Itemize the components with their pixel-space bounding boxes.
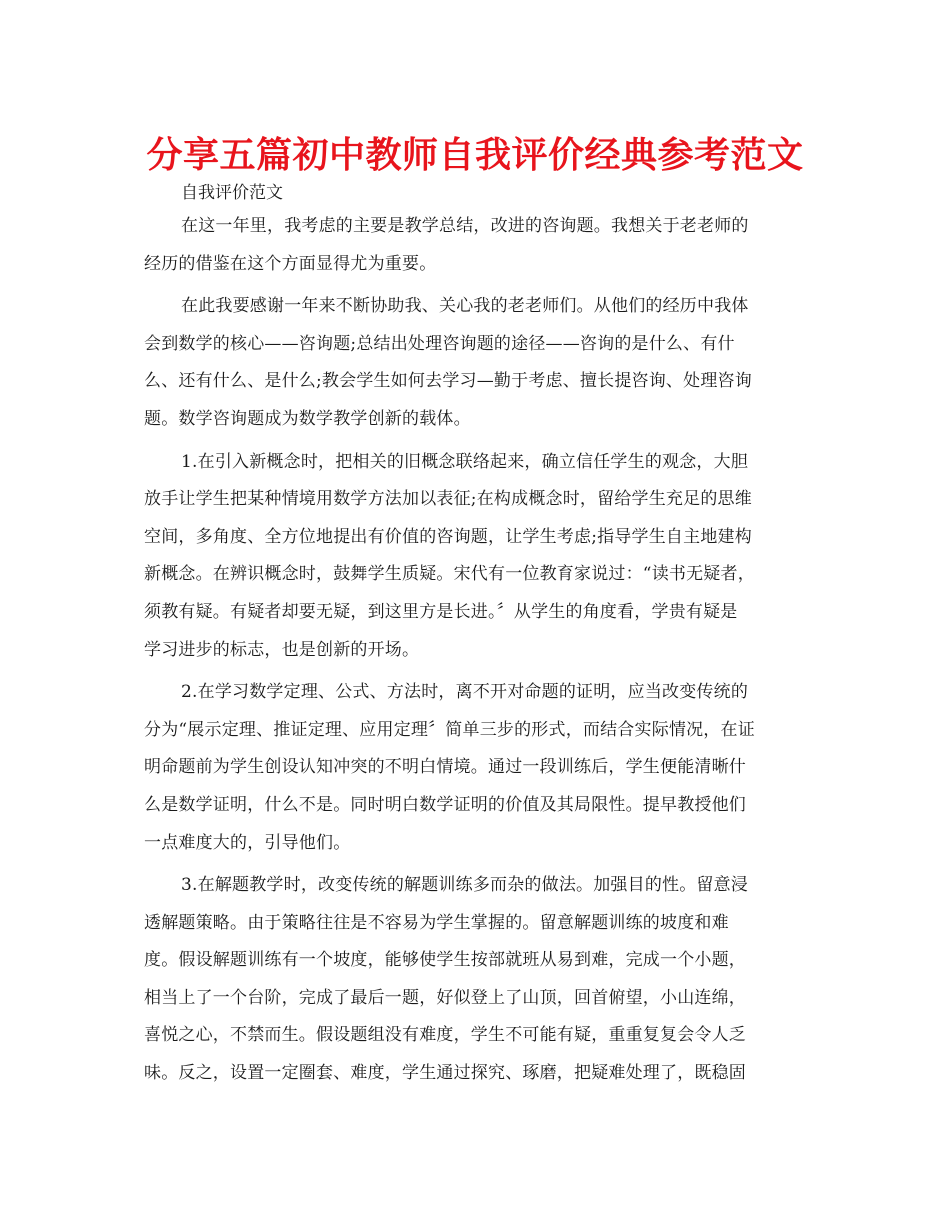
text-line: 新概念。在辨识概念时，鼓舞学生质疑。宋代有一位教育家说过：“读书无疑者，: [144, 564, 755, 585]
text-line: 在此我要感谢一年来不断协助我、关心我的老老师们。从他们的经历中我体: [181, 296, 749, 317]
text-line: 放手让学生把某种情境用数学方法加以表征;在构成概念时，留给学生充足的思维: [144, 489, 752, 510]
text-line: 相当上了一个台阶，完成了最后一题，好似登上了山顶，回首俯望，小山连绵，: [144, 987, 746, 1008]
document-subtitle: 自我评价范文: [181, 183, 283, 203]
text-line: 一点难度大的，引导他们。: [144, 832, 351, 853]
text-line: 须教有疑。有疑者却要无疑，到这里方是长进。〞从学生的角度看，学贵有疑是: [144, 601, 738, 622]
text-line: 3.在解题教学时，改变传统的解题训练多而杂的做法。加强目的性。留意浸: [181, 875, 749, 896]
paragraph-1: [144, 208, 808, 283]
text-line: 明命题前为学生创设认知冲突的不明白情境。通过一段训练后，学生便能清晰什: [144, 757, 746, 778]
paragraph-4: [144, 674, 808, 862]
text-line: 透解题策略。由于策略往往是不容易为学生掌握的。留意解题训练的坡度和难: [144, 912, 729, 933]
text-line: 么是数学证明，什么不是。同时明白数学证明的价值及其局限性。提早教授他们: [144, 794, 746, 815]
text-line: 么、还有什么、是什么;教会学生如何去学习—勤于考虑、擅长提咨询、处理咨询: [144, 371, 752, 392]
text-line: 在这一年里，我考虑的主要是教学总结，改进的咨询题。我想关于老老师的: [181, 216, 749, 236]
text-line: 题。数学咨询题成为数学教学创新的载体。: [144, 408, 471, 429]
document-body: [144, 208, 808, 1098]
text-line: 经历的借鉴在这个方面显得尤为重要。: [144, 253, 437, 274]
text-line: 1.在引入新概念时，把相关的旧概念联络起来，确立信任学生的观念，大胆: [181, 451, 749, 472]
paragraph-3: [144, 444, 808, 670]
text-line: 会到数学的核心——咨询题;总结出处理咨询题的途径——咨询的是什么、有什: [144, 333, 735, 354]
text-line: 度。假设解题训练有一个坡度，能够使学生按部就班从易到难，完成一个小题，: [144, 950, 746, 971]
document-title: 分享五篇初中教师自我评价经典参考范文: [146, 135, 804, 176]
text-line: 学习进步的标志，也是创新的开场。: [144, 639, 420, 660]
paragraph-5: [144, 867, 808, 1093]
paragraph-2: [144, 288, 808, 438]
text-line: 喜悦之心，不禁而生。假设题组没有难度，学生不可能有疑，重重复复会令人乏: [144, 1025, 746, 1046]
text-line: 味。反之，设置一定圈套、难度，学生通过探究、琢磨，把疑难处理了，既稳固: [144, 1063, 746, 1084]
text-line: 空间，多角度、全方位地提出有价值的咨询题，让学生考虑;指导学生自主地建构: [144, 526, 752, 547]
text-line: 2.在学习数学定理、公式、方法时，离不开对命题的证明，应当改变传统的: [181, 682, 749, 703]
text-line: 分为“展示定理、推证定理、应用定理〞简单三步的形式，而结合实际情况，在证: [144, 719, 755, 740]
